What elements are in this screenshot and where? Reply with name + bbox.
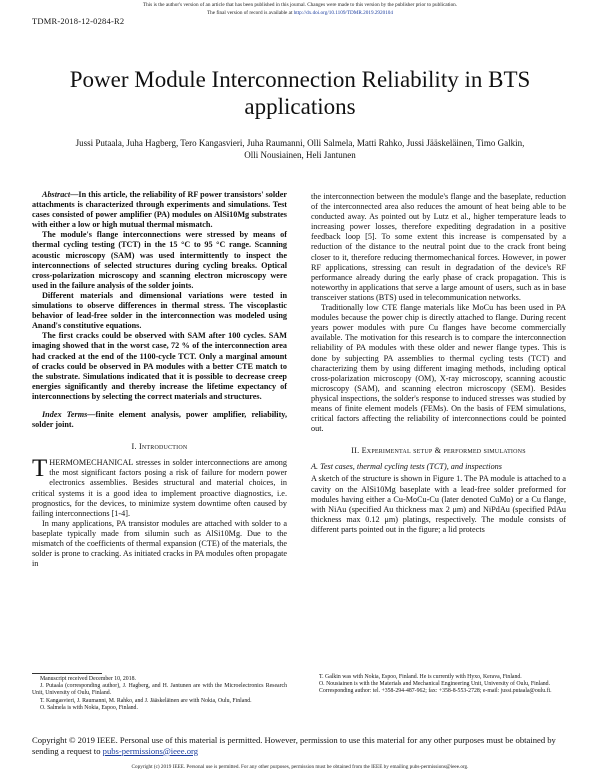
abstract-text-1: —In this article, the reliability of RF power transistors' solder attachments is characterized through experiments and simulations. Test cases consisted of power amplifier (PA) modules on AlSi10Mg substrates with either a low or high mutual thermal mismatch. [32, 190, 287, 230]
intro-paragraph-1 [32, 455, 287, 519]
intro-paragraph-3: the interconnection between the module's flange and the baseplate, reduction of the interconnected area also reduces the amount of heat being able to be conducted away. As pointed out by Lutz et al., higher temperature leads to increasing power losses, therefore expediting degradation in a positive feedback loop [5]. To some extent this increase is compensated by a reduction of the distance to the neutral point due to the crack front being closer to it, therefore reducing thermomechanical forces. However, in power RF applications, stressing can result in degradation of the device's RF performance already during the early phase of crack propagation. This is noteworthy in applications that serve a large amount of users, such as in base transceiver stations (BTS) used in telecommunication networks. [311, 192, 566, 302]
intro-paragraph-2: In many applications, PA transistor modules are attached with solder to a baseplate typically made from silumin such as AlSi10Mg. Due to the mismatch of the coefficients of thermal expansion (CTE) of the materials, the solder is prone to cracking. As initiated cracks in PA modules often propagate in [32, 518, 287, 569]
index-terms-text: —finite element analysis, power amplifier, reliability, solder joint. [32, 409, 287, 430]
author-list: Jussi Putaala, Juha Hagberg, Tero Kangasvieri, Juha Raumanni, Olli Salmela, Matti Rahko, Jussi Jääskeläinen, Timo Galkin, Olli Nousiainen, Heli Jantunen [75, 138, 525, 160]
abstract-paragraph-1 [32, 190, 287, 230]
abstract [32, 190, 287, 402]
footnote: T. Kangasvieri, J. Raumanni, M. Rahko, and J. Jääskeläinen are with Nokia, Oulu, Finland. [40, 697, 252, 704]
abstract-paragraph-2: The module's flange interconnections were stressed by means of thermal cycling testing (TCT) in the 15 °C to 95 °C range. Scanning acoustic microscopy (SAM) was used intermittently to inspect the interconnections of selected structures during cycling breaks. Optical cross-polarization microscopy and scanning electron microscopy were used in the failure analysis of the solder joints. [32, 230, 287, 290]
footnotes-left [32, 676, 287, 712]
copyright-notice [32, 735, 572, 756]
permissions-email-link[interactable]: pubs-permissions@ieee.org [102, 745, 199, 756]
left-column [32, 190, 287, 569]
section-heading-introduction: I. Introduction [131, 442, 188, 452]
footnote: Manuscript received December 10, 2018. [40, 676, 136, 682]
abstract-paragraph-4: The first cracks could be observed with SAM after 100 cycles. SAM imaging showed that in the worst case, 72 % of the interconnection area had cracked at the end of the 1100-cycle TCT. Only a marginal amount of cracks could be observed in PA modules with a better CTE match to the substrate. Simulations indicated that it is possible to decrease creep energies significantly and thereby increase the lifetime expectancy of interconnections by selecting the correct materials and structures. [32, 331, 287, 401]
paper-title: Power Module Interconnection Reliability in BTS applications [69, 67, 531, 119]
footnote: O. Nousiainen is with the Materials and Mechanical Engineering Unit, University of Oulu, Finland. [319, 681, 551, 688]
experimental-paragraph-1: A sketch of the structure is shown in Figure 1. The PA module is attached to a cavity on the AlSi10Mg baseplate with a lead-free solder preformed for modules having either a Cu-MoCu-Cu (later denoted CuMo) or a Cu flange, with NiAu (specified Au thickness max 2 μm) and NiPdAu (specified PdAu thickness max 0.12 μm) platings, respectively. The module consists of different parts pointed out in the figure; a lid protects [311, 474, 566, 534]
right-column [311, 192, 566, 535]
footnotes-right [311, 674, 566, 696]
subsection-heading-test-cases: A. Test cases, thermal cycling tests (TCT), and inspections [311, 462, 502, 472]
manuscript-id: TDMR-2018-12-0284-R2 [32, 16, 125, 26]
footnote: T. Galkin was with Nokia, Espoo, Finland. He is currently with Hyxo, Kerava, Finland. [319, 674, 522, 680]
top-notice-line1: This is the author's version of an article that has been published in this journal. Changes were made to this version by the publisher prior to publication. [142, 2, 458, 8]
drop-cap: T [32, 455, 48, 483]
footer-notice: Copyright (c) 2019 IEEE. Personal use is permitted. For any other purposes, permission must be obtained from the IEEE by emailing pubs-permissions@ieee.org. [131, 764, 469, 770]
abstract-label: Abstract [42, 190, 71, 199]
footnote-divider [32, 673, 102, 674]
doi-link[interactable]: http://dx.doi.org/10.1109/TDMR.2019.2920104 [293, 10, 393, 16]
top-notice-prefix: The final version of record is available at [206, 10, 293, 16]
footnote: Corresponding author: tel. +358-294-487-962; fax: +358-8-553-2728; e-mail: jussi.putaala@oulu.fi. [319, 688, 552, 695]
section-heading-experimental: II. Experimental setup & performed simulations [351, 446, 526, 456]
intro-text-1: HERMOMECHANICAL stresses in solder interconnections are among the most significant factors posing a risk of failure for modern power electronics assemblies. Besides structural and material choices, in critical systems it is a good idea to implement proactive diagnostics, i.e. prognostics, for the devices, to minimize system downtime often caused by failing interconnections [1-4]. [32, 458, 287, 518]
index-terms-label: Index Terms [42, 409, 88, 419]
intro-paragraph-4: Traditionally low CTE flange materials like MoCu has been used in PA modules because the power chip is directly attached to flange. During recent years power modules with pure Cu flanges have become commercially available. The motivation for this research is to compare the interconnection reliability of PA modules with these older and newer flange types. This is done by subjecting PA assemblies to thermal cycling tests (TCT) and characterizing them by using different imaging methods, including optical cross-polarization microscopy (OM), X-ray microscopy, scanning acoustic microscopy (SAM), and scanning electron microscopy (SEM). Besides physical inspections, the solder's response to induced stresses was studied by means of finite element models (FEMs). On the basis of FEM simulations, critical factors affecting the reliability of interconnections could be pointed out. [311, 303, 566, 434]
footnote: J. Putaala (corresponding author), J. Hagberg, and H. Jantunen are with the Microelectronics Research Unit, University of Oulu, Finland. [32, 683, 287, 697]
abstract-paragraph-3: Different materials and dimensional variations were tested in simulations to observe differences in thermal stress. The viscoplastic behavior of lead-free solder in the interconnection was modeled using Anand's constitutive equations. [32, 290, 287, 331]
footnote: O. Salmela is with Nokia, Espoo, Finland. [40, 704, 138, 711]
index-terms [32, 410, 287, 430]
copyright-text: Copyright © 2019 IEEE. Personal use of this material is permitted. However, permission to use this material for any other purposes must be obtained by sending a request to [32, 735, 556, 756]
